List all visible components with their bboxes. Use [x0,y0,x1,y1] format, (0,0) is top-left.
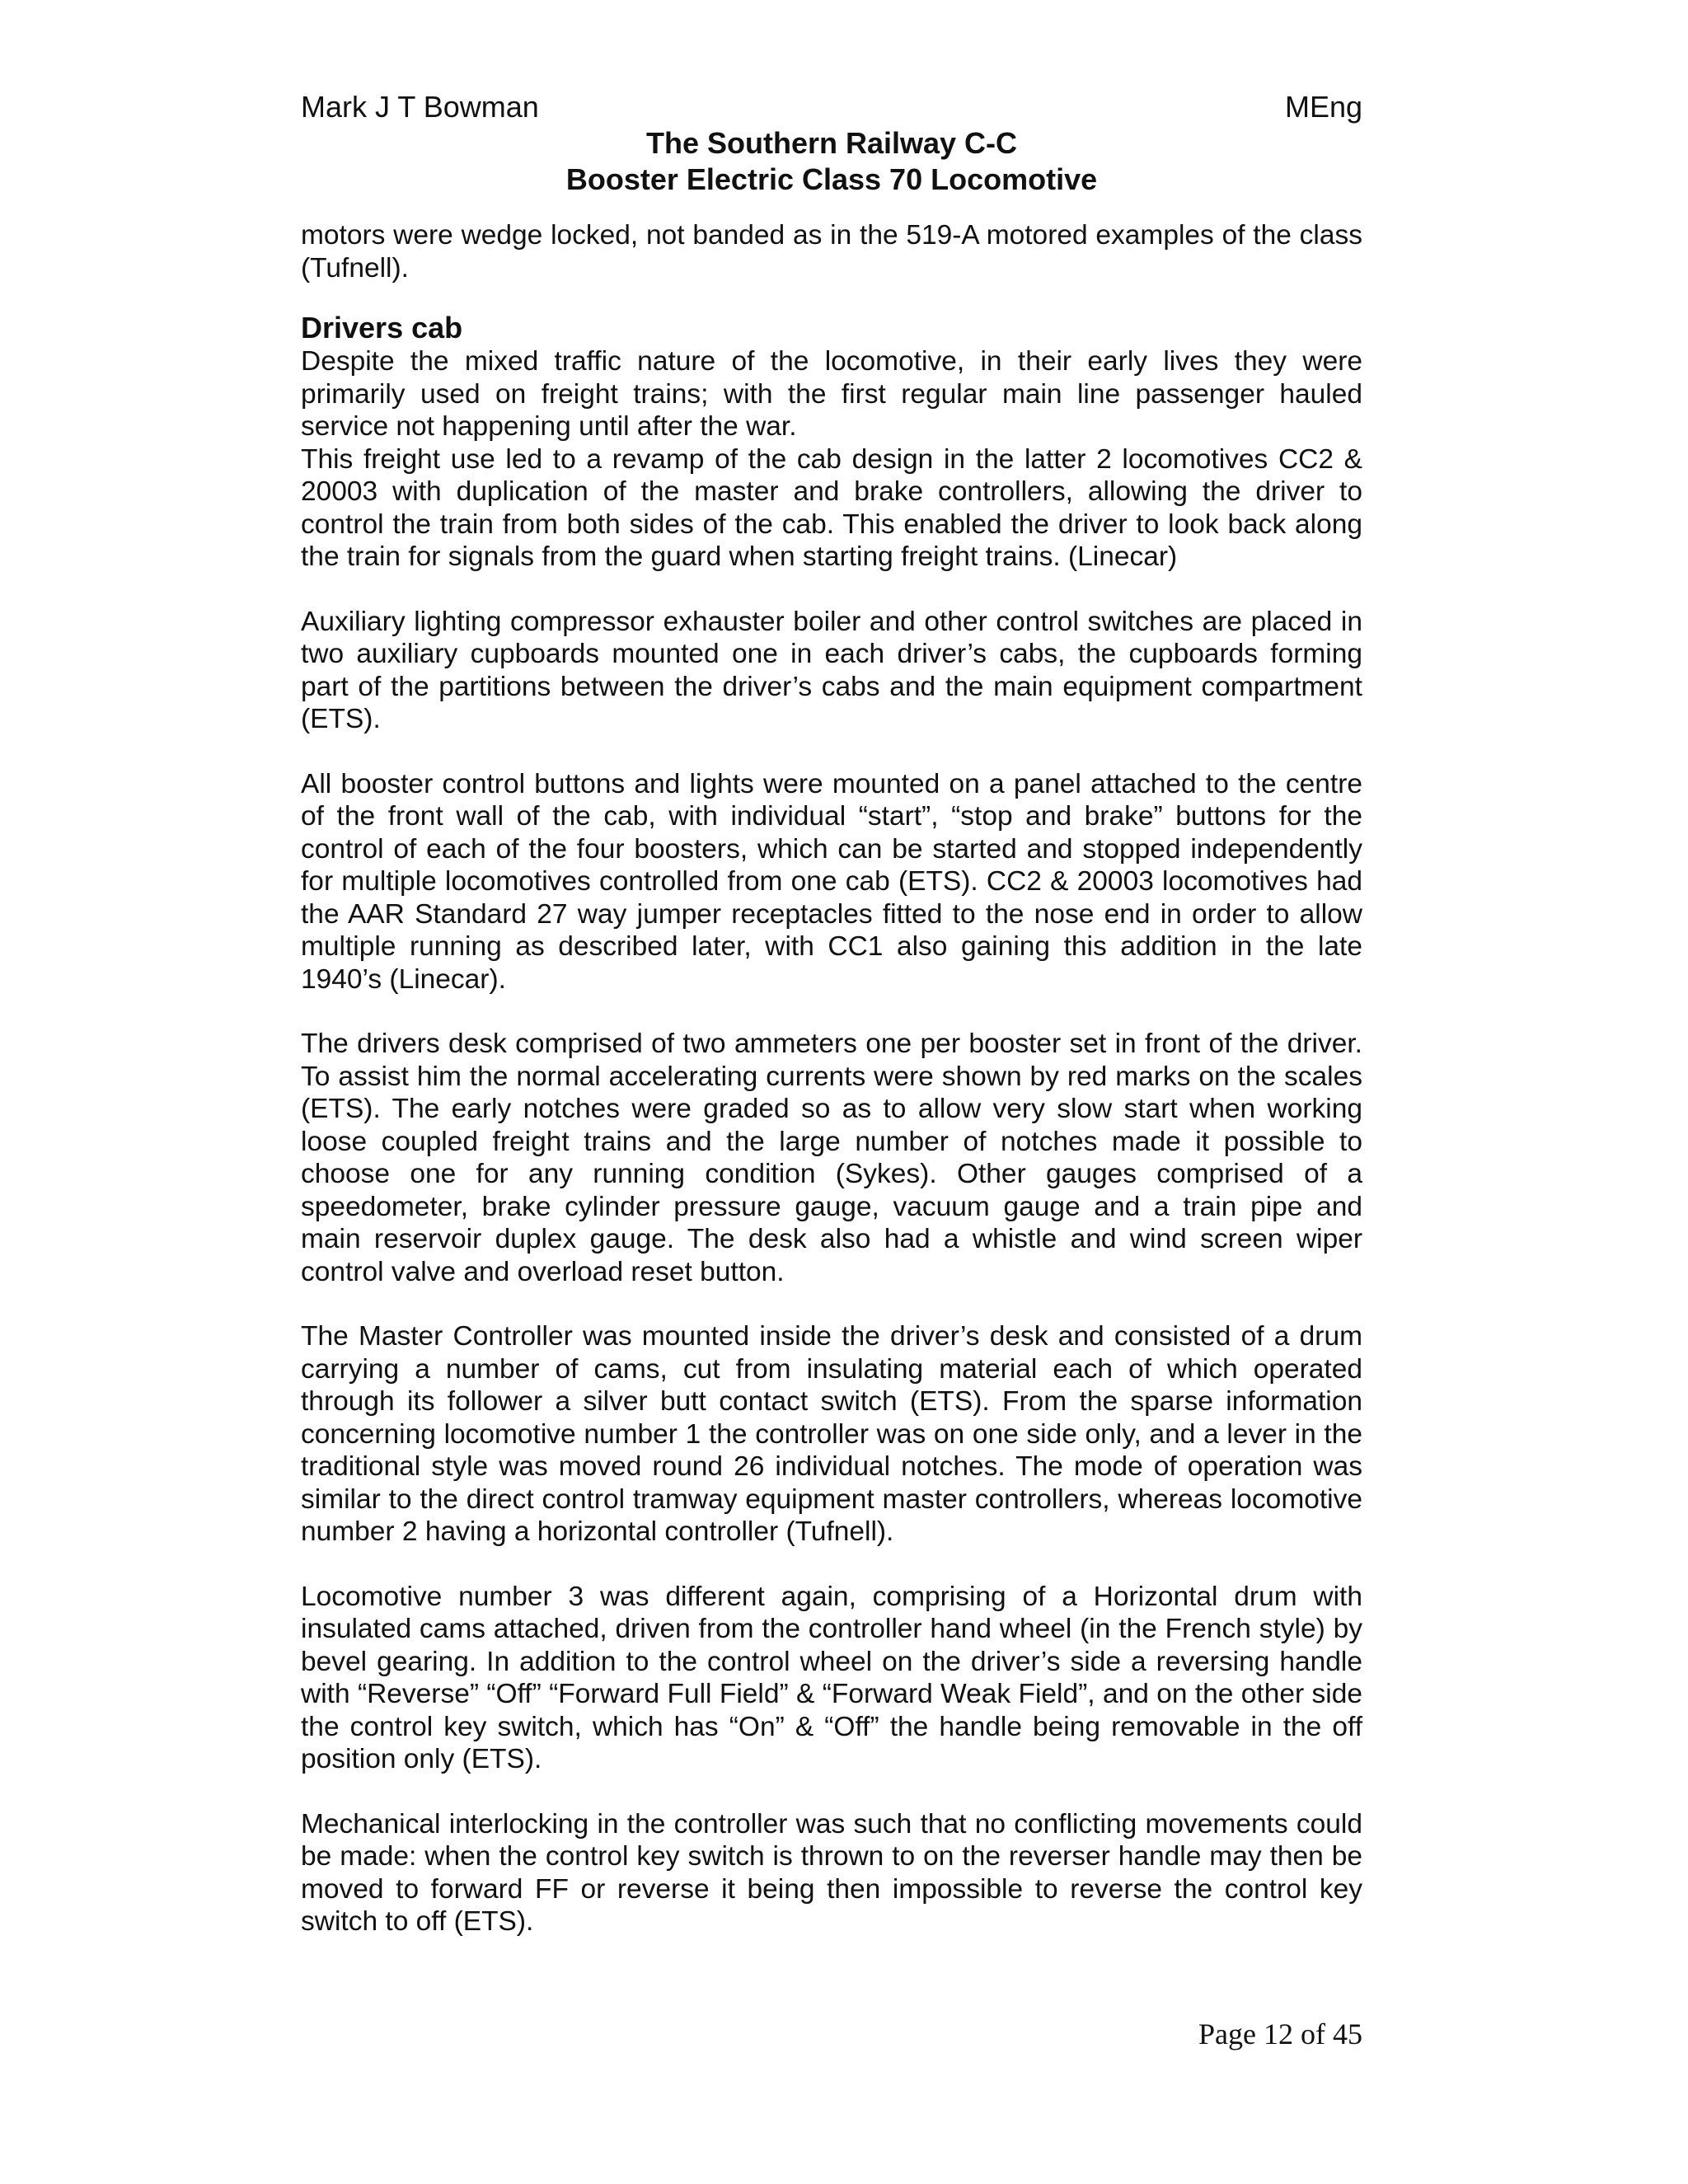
intro-paragraph: motors were wedge locked, not banded as in the 519-A motored examples of the class (Tufnell). [301,220,1362,284]
page-number: Page 12 of 45 [1198,2018,1362,2050]
running-header [301,89,1362,125]
paragraph-2: This freight use led to a revamp of the cab design in the latter 2 locomotives CC2 & 20003 with duplication of the master and brake controllers, allowing the driver to control the train from both sides of the cab. This enabled the driver to look back along the train for signals from the guard when starting freight trains. (Linecar) [301,443,1362,572]
paragraph-8: Mechanical interlocking in the controller was such that no conflicting movements could be made: when the control key switch is thrown to on the reverser handle may then be moved to forward FF or reverse it being then impossible to reverse the control key switch to off (ETS). [301,1808,1362,1937]
document-title-line2: Booster Electric Class 70 Locomotive [565,162,1098,196]
paragraph-5: The drivers desk comprised of two ammeters one per booster set in front of the driver. To assist him the normal accelerating currents were shown by red marks on the scales (ETS). The early notches were graded so as to allow very slow start when working loose coupled freight trains and the large number of notches made it possible to choose one for any running condition (Sykes). Other gauges comprised of a speedometer, brake cylinder pressure gauge, vacuum gauge and a train pipe and main reservoir duplex gauge. The desk also had a whistle and wind screen wiper control valve and overload reset button. [301,1029,1362,1287]
section-heading: Drivers cab [301,311,463,344]
paragraph-1: Despite the mixed traffic nature of the locomotive, in their early lives they were primarily used on freight trains; with the first regular main line passenger hauled service not happening until after the war. [301,346,1362,442]
paragraph-3: Auxiliary lighting compressor exhauster boiler and other control switches are placed in two auxiliary cupboards mounted one in each driver’s cabs, the cupboards forming part of the partitions between the driver’s cabs and the main equipment compartment (ETS). [301,606,1362,734]
paragraph-6: The Master Controller was mounted inside the driver’s desk and consisted of a drum carrying a number of cams, cut from insulating material each of which operated through its follower a silver butt contact switch (ETS). From the sparse information concerning locomotive number 1 the controller was on one side only, and a lever in the traditional style was moved round 26 individual notches. The mode of operation was similar to the direct control tramway equipment master controllers, whereas locomotive number 2 having a horizontal controller (Tufnell). [301,1321,1362,1547]
document-page [301,89,1362,1938]
paragraph-4: All booster control buttons and lights were mounted on a panel attached to the centre of the front wall of the cab, with individual “start”, “stop and brake” buttons for the control of each of the four boosters, which can be started and stopped independently for multiple locomotives controlled from one cab (ETS). CC2 & 20003 locomotives had the AAR Standard 27 way jumper receptacles fitted to the nose end in order to allow multiple running as described later, with CC1 also gaining this addition in the late 1940’s (Linecar). [301,768,1362,995]
author-name: Mark J T Bowman [301,90,539,124]
degree-label: MEng [1284,90,1362,124]
document-title-line1: The Southern Railway C-C [645,126,1018,160]
paragraph-7: Locomotive number 3 was different again, comprising of a Horizontal drum with insulated cams attached, driven from the controller hand wheel (in the French style) by bevel gearing. In addition to the control wheel on the driver’s side a reversing handle with “Reverse” “Off” “Forward Full Field” & “Forward Weak Field”, and on the other side the control key switch, which has “On” & “Off” the handle being removable in the off position only (ETS). [301,1581,1362,1774]
